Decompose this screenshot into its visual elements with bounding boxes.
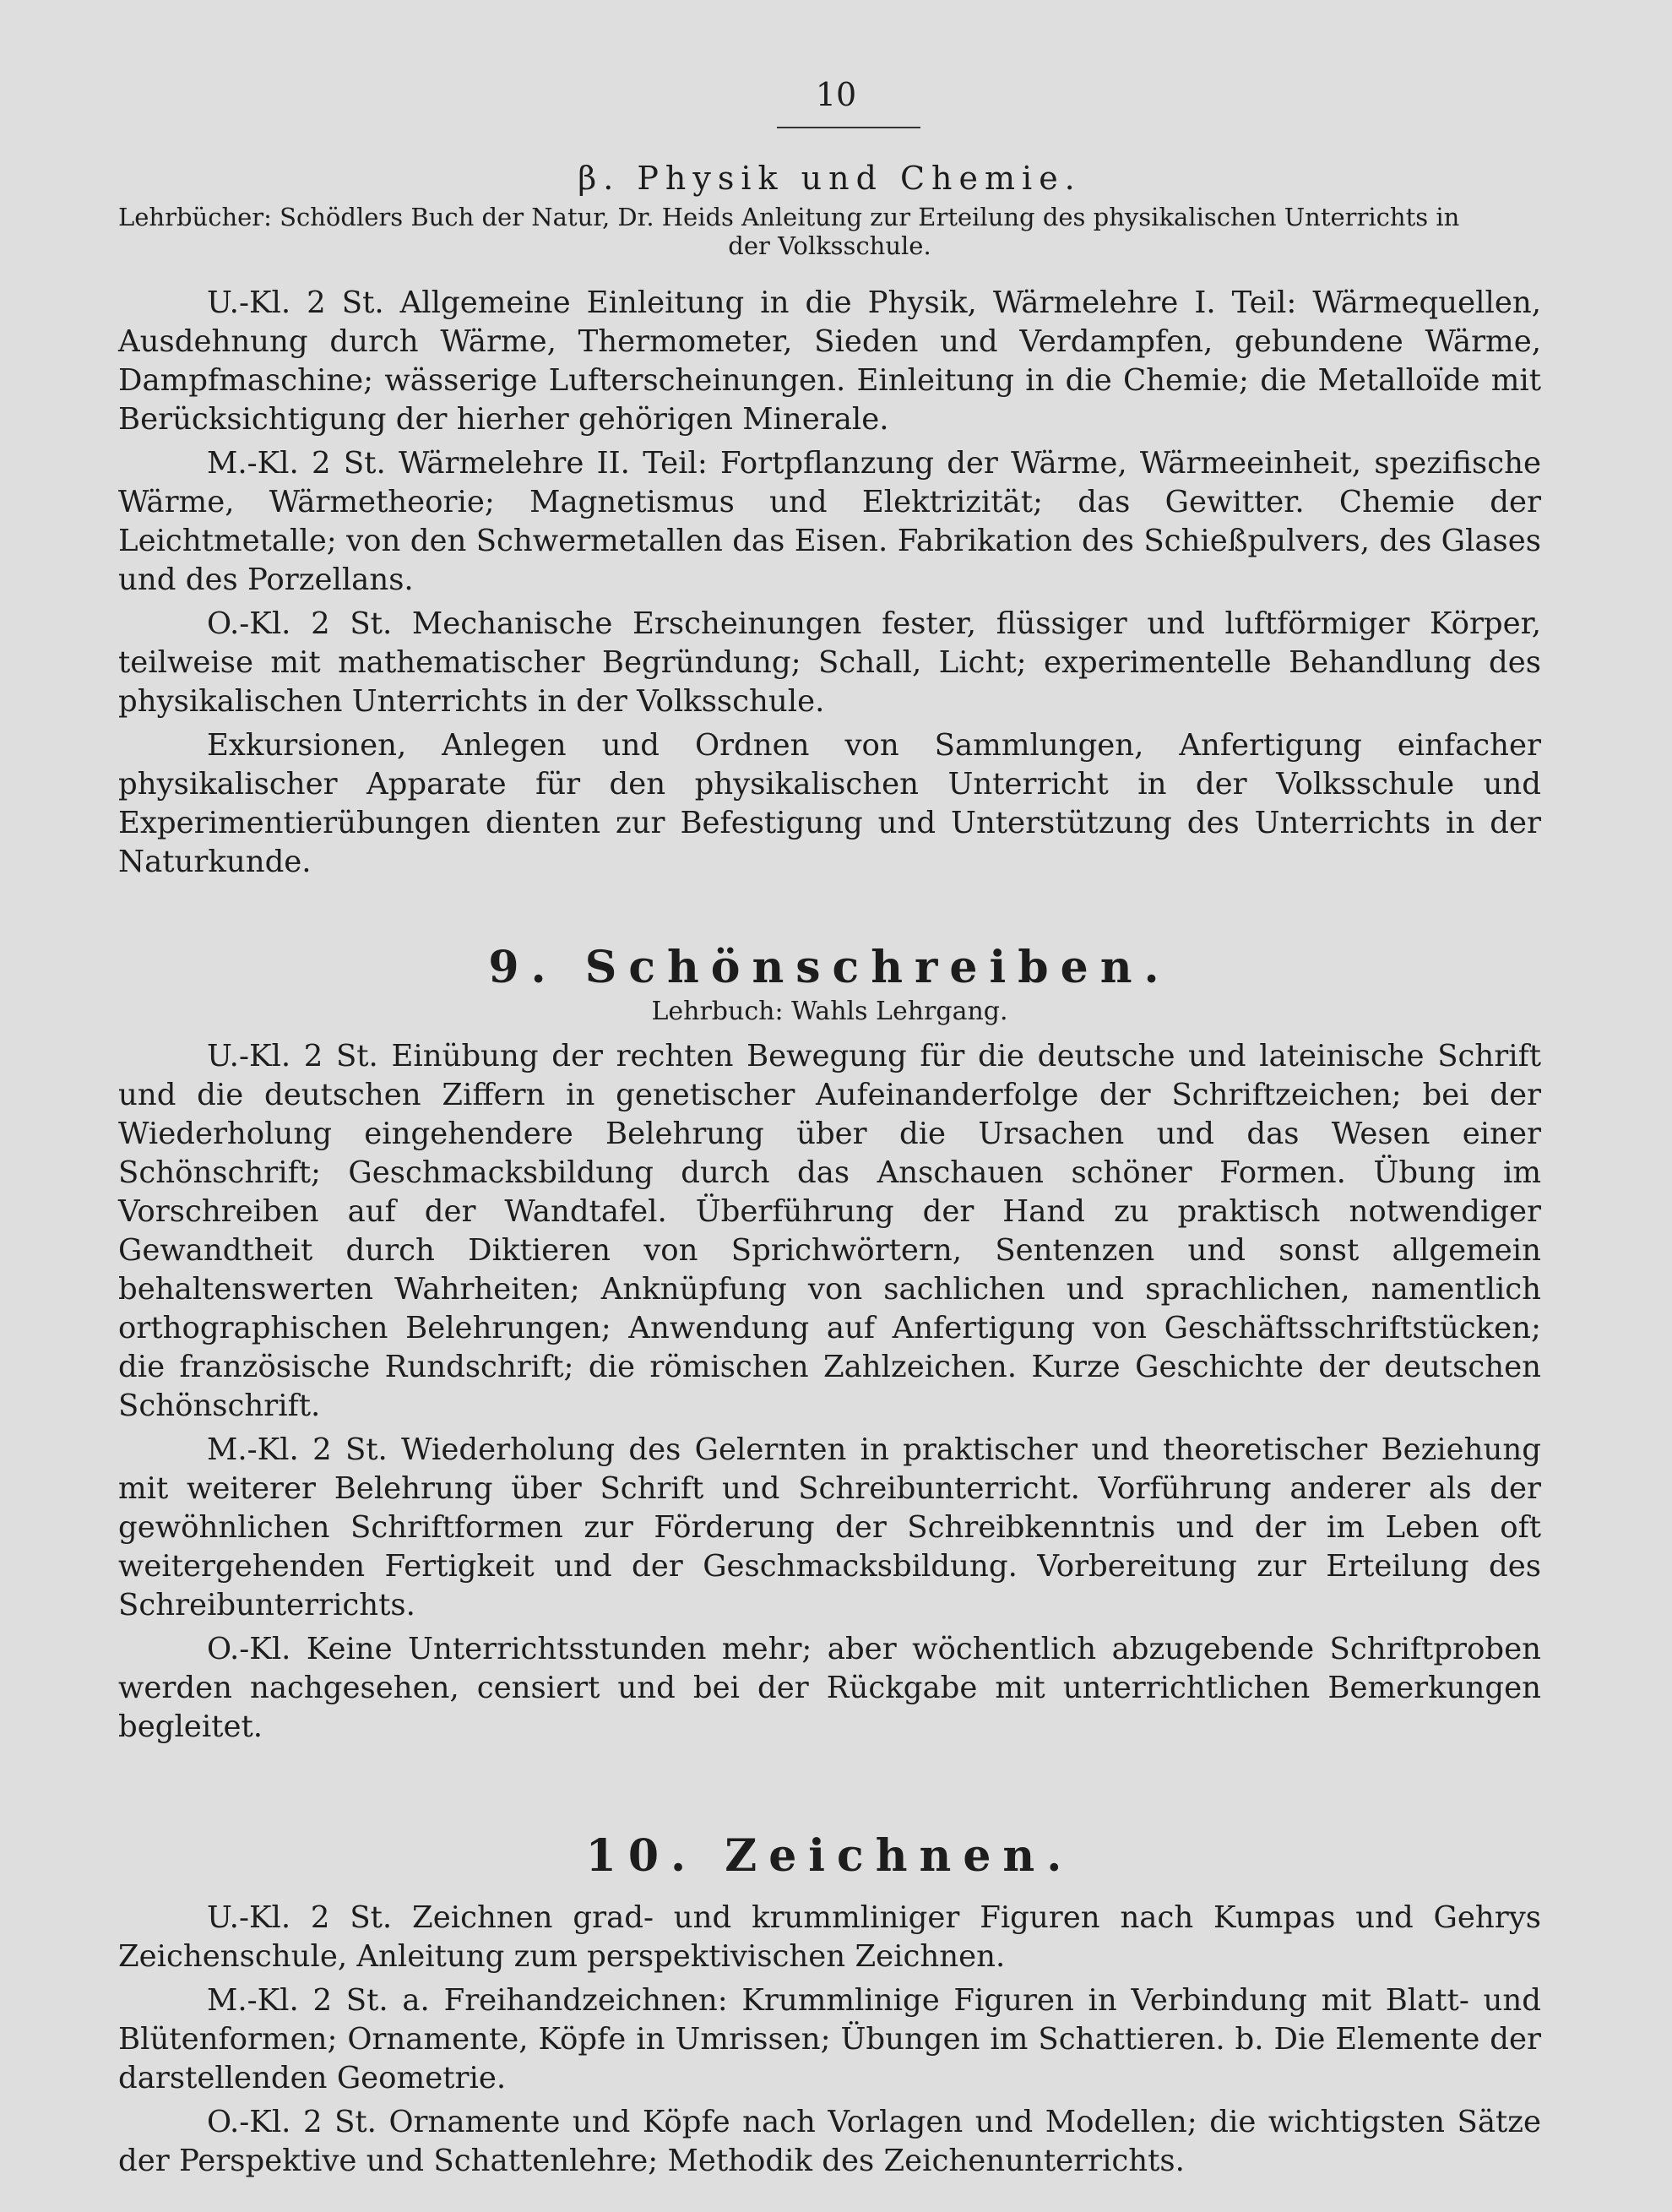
- paragraph: O.-Kl. 2 St. Ornamente und Köpfe nach Vorlagen und Modellen; die wichtigsten Sätze der Perspektive und Schattenlehre; Methodik des Zeichenunterrichts.: [118, 2105, 1541, 2178]
- section-title-schoenschreiben: 9. Schönschreiben.: [488, 942, 1171, 993]
- paragraph: M.-Kl. 2 St. Wärmelehre II. Teil: Fortpflanzung der Wärme, Wärmeeinheit, spezifische Wärme, Wärmetheorie; Magnetismus und Elektrizität; das Gewitter. Chemie der Leichtmetalle; von den Schwermetallen das Eisen. Fabrikation des Schießpulvers, des Glases und des Porzellans.: [118, 446, 1541, 597]
- paragraph: U.-Kl. 2 St. Zeichnen grad- und krummliniger Figuren nach Kumpas und Gehrys Zeichenschule, Anleitung zum perspektivischen Zeichnen.: [118, 1900, 1541, 1974]
- paragraph: U.-Kl. 2 St. Allgemeine Einleitung in die Physik, Wärmelehre I. Teil: Wärmequellen, Ausdehnung durch Wärme, Thermometer, Sieden und Verdampfen, gebundene Wärme, Dampfmaschine; wässerige Lufterscheinungen. Einleitung in die Chemie; die Metalloïde mit Berücksichtigung der hierher gehörigen Minerale.: [118, 285, 1541, 437]
- section-title-zeichnen: 10. Zeichnen.: [585, 1830, 1074, 1882]
- header-rule: [777, 127, 920, 128]
- textbooks-physik-line1: Lehrbücher: Schödlers Buch der Natur, Dr. Heids Anleitung zur Erteilung des physikalischen Unterrichts in: [118, 203, 1460, 231]
- section-schoenschreiben: [118, 943, 1541, 1747]
- textbooks-physik-line2: der Volksschule.: [728, 231, 931, 260]
- paragraph: O.-Kl. Keine Unterrichtsstunden mehr; aber wöchentlich abzugebende Schriftproben werden nachgesehen, censiert und bei der Rückgabe mit unterrichtlichen Bemerkungen begleitet.: [118, 1632, 1541, 1744]
- paragraph: Exkursionen, Anlegen und Ordnen von Sammlungen, Anfertigung einfacher physikalischer Apparate für den physikalischen Unterricht in der Volksschule und Experimentierübungen dienten zur Befestigung und Unterstützung des Unterrichts in der Naturkunde.: [118, 728, 1541, 879]
- section-zeichnen: [118, 1831, 1541, 2181]
- textbook-schoenschreiben: Lehrbuch: Wahls Lehrgang.: [651, 997, 1008, 1026]
- paragraph: U.-Kl. 2 St. Einübung der rechten Bewegung für die deutsche und lateinische Schrift und die deutschen Ziffern in genetischer Aufeinanderfolge der Schriftzeichen; bei der Wiederholung eingehendere Belehrung über die Ursachen und das Wesen einer Schönschrift; Geschmacksbildung durch das Anschauen schöner Formen. Übung im Vorschreiben auf der Wandtafel. Überführung der Hand zu praktisch notwendiger Gewandtheit durch Diktieren von Sprichwörtern, Sentenzen und sonst allgemein behaltenswerten Wahrheiten; Anknüpfung von sachlichen und sprachlichen, namentlich orthographischen Belehrungen; Anwendung auf Anfertigung von Geschäftsschriftstücken; die französische Rundschrift; die römischen Zahlzeichen. Kurze Geschichte der deutschen Schönschrift.: [118, 1039, 1541, 1423]
- section-physik-chemie: [118, 159, 1541, 882]
- paragraph: M.-Kl. 2 St. Wiederholung des Gelernten in praktischer und theoretischer Beziehung mit weiterer Belehrung über Schrift und Schreibunterricht. Vorführung anderer als der gewöhnlichen Schriftformen zur Förderung der Schreibkenntnis und der im Leben oft weitergehenden Fertigkeit und der Geschmacksbildung. Vorbereitung zur Erteilung des Schreibunterrichts.: [118, 1432, 1541, 1622]
- page-content: [118, 159, 1541, 2181]
- page-number: 10: [815, 76, 857, 113]
- textbooks-physik: [118, 203, 1541, 260]
- subheading-physik-chemie: β. Physik und Chemie.: [578, 160, 1082, 197]
- paragraph: M.-Kl. 2 St. a. Freihandzeichnen: Krummlinige Figuren in Verbindung mit Blatt- und Blütenformen; Ornamente, Köpfe in Umrissen; Übungen im Schattieren. b. Die Elemente der darstellenden Geometrie.: [118, 1983, 1541, 2095]
- paragraph: O.-Kl. 2 St. Mechanische Erscheinungen fester, flüssiger und luftförmiger Körper, teilweise mit mathematischer Begründung; Schall, Licht; experimentelle Behandlung des physikalischen Unterrichts in der Volksschule.: [118, 606, 1541, 719]
